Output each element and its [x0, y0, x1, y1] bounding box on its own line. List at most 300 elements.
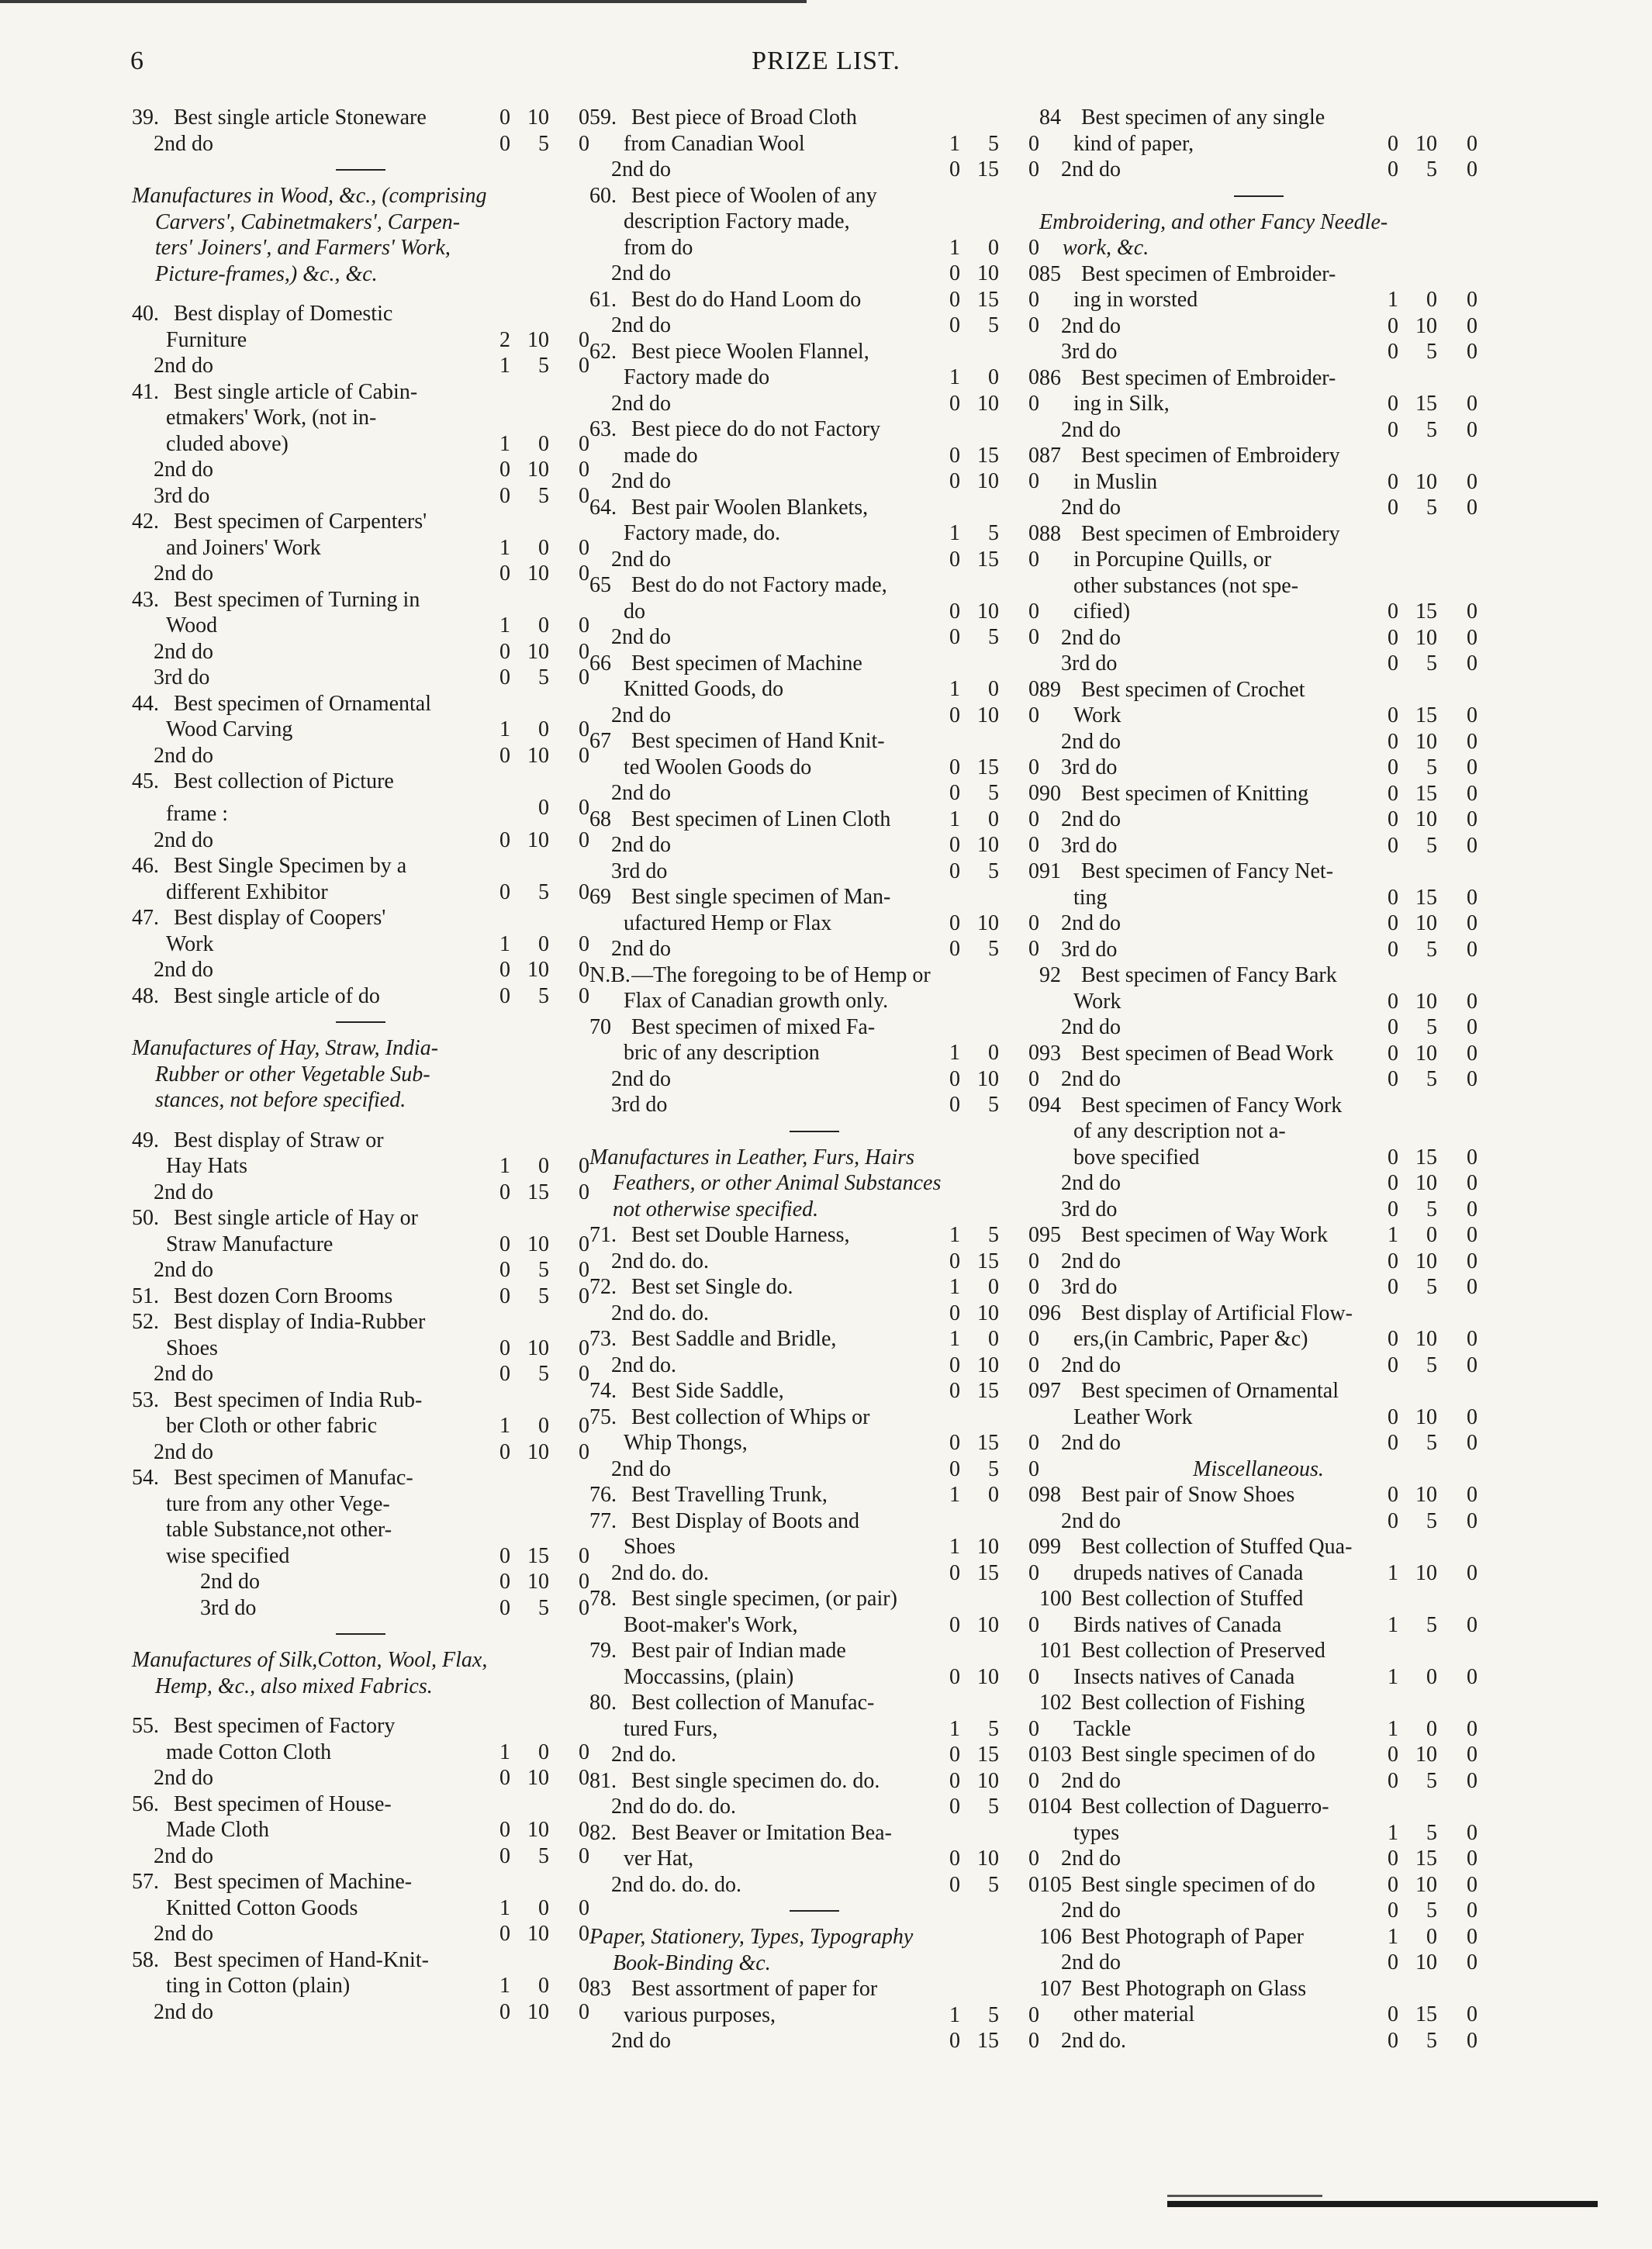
- prize-entry: [589, 1820, 1039, 1847]
- amount-shillings: 5: [1426, 1898, 1437, 1923]
- amount-pence: 0: [1467, 2002, 1477, 2026]
- prize-entry-continued: [1039, 1404, 1477, 1431]
- prize-entry-continued: [132, 1335, 589, 1362]
- entry-number: 58.: [132, 1947, 159, 1972]
- entry-description: 2nd do: [611, 157, 671, 181]
- entry-description: Best specimen of Hand Knit-: [631, 729, 885, 753]
- amount-pounds: 0: [949, 755, 960, 779]
- prize-entry-continued: [589, 1430, 1039, 1456]
- prize-place-entry: [132, 665, 589, 691]
- entry-description: Straw Manufacture: [166, 1232, 334, 1256]
- entry-description: 2nd do: [1061, 1353, 1121, 1377]
- prize-amount: [1375, 1872, 1477, 1898]
- amount-shillings: 5: [1426, 1015, 1437, 1039]
- amount-pounds: 0: [949, 599, 960, 624]
- amount-pounds: 0: [1388, 1768, 1398, 1793]
- entry-description: 2nd do.: [611, 1353, 676, 1377]
- prize-entry-continued: [589, 131, 1039, 157]
- prize-amount: [937, 1092, 1039, 1118]
- prize-entry-continued: [589, 1664, 1039, 1691]
- section-heading: Manufactures of Hay, Straw, India-: [132, 1036, 439, 1060]
- entry-description: Best collection of Preserved: [1081, 1639, 1325, 1663]
- entry-number: 89: [1039, 677, 1061, 702]
- prize-entry: [1039, 1482, 1477, 1508]
- prize-amount: [1375, 1820, 1477, 1847]
- amount-shillings: 10: [527, 1766, 549, 1790]
- entry-description: 2nd do: [1061, 1950, 1121, 1974]
- prize-place-entry: [589, 157, 1039, 183]
- amount-pounds: 1: [499, 717, 510, 741]
- amount-shillings: 0: [538, 1974, 549, 1998]
- prize-entry-continued: [1039, 2002, 1477, 2028]
- entry-description: Best display of Artificial Flow-: [1081, 1301, 1353, 1325]
- amount-shillings: 5: [1426, 496, 1437, 520]
- amount-pence: 0: [1467, 781, 1477, 806]
- entry-description: Boot-maker's Work,: [624, 1612, 798, 1637]
- section-heading-continued: Carvers', Cabinetmakers', Carpen-: [155, 209, 461, 234]
- prize-amount: [487, 1817, 589, 1843]
- amount-pence: 0: [1028, 833, 1039, 857]
- entry-number: 73.: [589, 1327, 617, 1351]
- amount-pence: 0: [1028, 1768, 1039, 1793]
- amount-pence: 0: [1028, 1223, 1039, 1247]
- entry-number: 59.: [589, 105, 617, 130]
- prize-entry: [1039, 443, 1477, 469]
- prize-place-entry: [1039, 1768, 1477, 1795]
- amount-pounds: 0: [949, 1456, 960, 1481]
- entry-description: Wood: [166, 613, 218, 637]
- spacer: [132, 1114, 589, 1128]
- amount-pounds: 0: [949, 1560, 960, 1585]
- amount-shillings: 15: [977, 2029, 999, 2053]
- amount-pounds: 0: [499, 1258, 510, 1282]
- entry-number: 100: [1039, 1587, 1072, 1611]
- prize-place-entry: [589, 468, 1039, 495]
- prize-entry: [589, 1378, 1039, 1404]
- prize-amount: [937, 1301, 1039, 1327]
- entry-description: Knitted Goods, do: [624, 677, 784, 701]
- entry-description: 2nd do: [154, 639, 213, 664]
- amount-pence: 0: [579, 743, 589, 768]
- amount-pounds: 0: [499, 983, 510, 1008]
- amount-pence: 0: [1467, 599, 1477, 624]
- amount-shillings: 10: [977, 1301, 999, 1325]
- prize-amount: [487, 795, 589, 821]
- prize-amount: [937, 1560, 1039, 1587]
- prize-amount: [937, 235, 1039, 261]
- prize-entry: [1039, 1794, 1477, 1820]
- amount-pence: 0: [1028, 1535, 1039, 1559]
- prize-place-entry: [132, 561, 589, 587]
- amount-pence: 0: [579, 1414, 589, 1438]
- prize-entry: [1039, 1586, 1477, 1612]
- prize-amount: [937, 520, 1039, 547]
- prize-entry: [132, 1387, 589, 1414]
- amount-pounds: 1: [949, 235, 960, 260]
- amount-shillings: 0: [538, 717, 549, 741]
- amount-pence: 0: [1467, 1249, 1477, 1273]
- prize-amount: [1375, 1066, 1477, 1093]
- prize-entry-continued: [1039, 1664, 1477, 1691]
- entry-description: Best Photograph on Glass: [1081, 1976, 1307, 2001]
- amount-pence: 0: [1467, 729, 1477, 754]
- amount-pounds: 0: [499, 879, 510, 904]
- prize-amount: [1375, 417, 1477, 444]
- amount-pounds: 0: [949, 703, 960, 727]
- entry-description: other substances (not spe-: [1073, 573, 1299, 598]
- prize-entry-continued: [132, 1413, 589, 1439]
- prize-entry-continued: [589, 1716, 1039, 1743]
- prize-amount: [487, 1283, 589, 1310]
- prize-entry-continued: [589, 599, 1039, 625]
- amount-pence: 0: [1467, 937, 1477, 962]
- entry-description: ted Woolen Goods do: [624, 755, 812, 779]
- prize-amount: [937, 468, 1039, 495]
- amount-shillings: 10: [527, 1570, 549, 1594]
- amount-pounds: 0: [949, 1612, 960, 1637]
- prize-place-entry: [1039, 1353, 1477, 1379]
- prize-entry-continued: [132, 1817, 589, 1843]
- prize-entry: [1039, 1093, 1477, 1119]
- prize-place-entry: [132, 353, 589, 379]
- amount-pence: 0: [1467, 2028, 1477, 2053]
- amount-shillings: 10: [527, 958, 549, 982]
- amount-shillings: 10: [527, 827, 549, 852]
- entry-number: 54.: [132, 1466, 159, 1490]
- amount-pounds: 0: [949, 1847, 960, 1871]
- prize-amount: [1375, 1041, 1477, 1067]
- amount-shillings: 5: [988, 1872, 999, 1897]
- amount-pence: 0: [1467, 1223, 1477, 1247]
- amount-pounds: 0: [1388, 1275, 1398, 1299]
- entry-number: 70: [589, 1014, 611, 1039]
- entry-number: 61.: [589, 287, 617, 312]
- entry-description: bove specified: [1073, 1145, 1200, 1169]
- amount-shillings: 0: [538, 535, 549, 560]
- entry-description: 2nd do: [1061, 1847, 1121, 1871]
- amount-shillings: 10: [527, 458, 549, 482]
- prize-place-entry: [589, 1456, 1039, 1483]
- prize-amount: [937, 443, 1039, 469]
- amount-pence: 0: [1028, 521, 1039, 545]
- prize-amount: [1375, 1768, 1477, 1795]
- entry-number: 86: [1039, 365, 1061, 390]
- prize-place-entry: [1039, 313, 1477, 340]
- entry-number: 91: [1039, 859, 1061, 883]
- entry-description: Best single specimen do. do.: [631, 1768, 880, 1793]
- amount-pounds: 1: [1388, 1223, 1398, 1247]
- entry-number: 94: [1039, 1093, 1061, 1118]
- entry-description: 2nd do: [1061, 1898, 1121, 1923]
- prize-amount: [487, 879, 589, 906]
- prize-place-entry: [589, 1066, 1039, 1093]
- amount-shillings: 5: [538, 1258, 549, 1282]
- entry-number: 51.: [132, 1283, 159, 1308]
- prize-entry: [132, 1791, 589, 1818]
- prize-entry: [132, 769, 589, 795]
- amount-pounds: 0: [949, 858, 960, 883]
- amount-pence: 0: [1467, 1353, 1477, 1377]
- amount-shillings: 5: [988, 858, 999, 883]
- amount-shillings: 10: [977, 261, 999, 285]
- prize-entry-continued: [1039, 131, 1477, 157]
- amount-shillings: 5: [988, 521, 999, 545]
- amount-pounds: 0: [1388, 496, 1398, 520]
- amount-shillings: 5: [988, 2002, 999, 2027]
- amount-pounds: 0: [1388, 1508, 1398, 1533]
- entry-description: 2nd do: [154, 1766, 213, 1790]
- prize-place-entry: [1039, 1197, 1477, 1223]
- amount-pounds: 0: [949, 469, 960, 493]
- entry-description: drupeds natives of Canada: [1073, 1560, 1304, 1585]
- amount-shillings: 5: [988, 1456, 999, 1481]
- amount-shillings: 10: [1415, 469, 1437, 494]
- amount-shillings: 5: [1426, 2028, 1437, 2053]
- prize-amount: [487, 327, 589, 354]
- prize-entry-continued: [132, 879, 589, 906]
- amount-pounds: 0: [949, 1795, 960, 1819]
- prize-entry: [1039, 1534, 1477, 1560]
- amount-pounds: 1: [1388, 1924, 1398, 1949]
- amount-pounds: 0: [1388, 2002, 1398, 2026]
- amount-pounds: 1: [949, 1223, 960, 1247]
- amount-shillings: 10: [527, 1232, 549, 1256]
- amount-pounds: 0: [949, 287, 960, 312]
- amount-pounds: 0: [499, 743, 510, 768]
- entry-description: from do: [624, 235, 693, 260]
- prize-place-entry: [1039, 1014, 1477, 1041]
- prize-amount: [487, 1257, 589, 1283]
- amount-pence: 0: [579, 1739, 589, 1764]
- amount-pence: 0: [579, 717, 589, 741]
- entry-description: Leather Work: [1073, 1404, 1193, 1429]
- amount-shillings: 0: [1426, 1924, 1437, 1949]
- entry-number: 106: [1039, 1924, 1072, 1949]
- amount-pence: 0: [1028, 1431, 1039, 1455]
- amount-pence: 0: [579, 1335, 589, 1360]
- amount-shillings: 5: [988, 781, 999, 805]
- prize-amount: [1375, 599, 1477, 625]
- amount-pounds: [487, 795, 510, 821]
- amount-pence: 0: [1028, 1093, 1039, 1117]
- entry-description: 2nd do: [1061, 1015, 1121, 1039]
- amount-pounds: 0: [499, 1570, 510, 1594]
- prize-entry-continued: [1039, 547, 1477, 573]
- prize-place-entry: [589, 1301, 1039, 1327]
- prize-place-entry: [132, 1361, 589, 1387]
- prize-amount: [937, 703, 1039, 729]
- section-heading-continued: Feathers, or other Animal Substances: [613, 1171, 942, 1195]
- amount-shillings: 10: [1415, 729, 1437, 754]
- entry-description: in Porcupine Quills, or: [1073, 548, 1272, 572]
- amount-pence: 0: [1028, 313, 1039, 337]
- entry-number: 68: [589, 807, 611, 831]
- amount-pence: 0: [1467, 885, 1477, 910]
- prize-entry: [589, 1404, 1039, 1431]
- entry-number: 50.: [132, 1206, 159, 1230]
- amount-pence: 0: [1467, 392, 1477, 416]
- entry-number: 64.: [589, 495, 617, 520]
- prize-place-entry: [1039, 937, 1477, 963]
- amount-shillings: 10: [1415, 625, 1437, 650]
- amount-pence: 0: [579, 958, 589, 982]
- amount-shillings: 5: [988, 313, 999, 337]
- amount-shillings: 15: [1415, 392, 1437, 416]
- amount-pence: 0: [1028, 858, 1039, 883]
- prize-entry: [589, 105, 1039, 131]
- amount-pounds: 0: [1388, 781, 1398, 806]
- prize-entry-continued: [1039, 1118, 1477, 1145]
- page-title: PRIZE LIST.: [752, 47, 900, 75]
- prize-amount: [487, 983, 589, 1010]
- amount-pence: 0: [579, 1543, 589, 1568]
- amount-shillings: 10: [1415, 989, 1437, 1014]
- prize-amount: [937, 1872, 1039, 1898]
- amount-shillings: 10: [527, 1922, 549, 1946]
- amount-pounds: 0: [949, 1379, 960, 1403]
- entry-number: 87: [1039, 444, 1061, 468]
- prize-entry: [132, 1128, 589, 1154]
- amount-shillings: 0: [988, 235, 999, 260]
- entry-description: 3rd do: [611, 858, 668, 883]
- amount-shillings: 10: [977, 1353, 999, 1377]
- page-number: 6: [130, 47, 143, 75]
- prize-amount: [1375, 1612, 1477, 1639]
- amount-pounds: 0: [949, 1768, 960, 1793]
- entry-description: Best Saddle and Bridle,: [631, 1327, 837, 1351]
- amount-pounds: 0: [1388, 340, 1398, 364]
- prize-amount: [487, 1921, 589, 1947]
- prize-amount: [937, 547, 1039, 573]
- amount-pounds: 1: [499, 1414, 510, 1438]
- amount-pounds: 0: [1388, 1249, 1398, 1273]
- amount-shillings: 5: [1426, 417, 1437, 442]
- amount-shillings: 10: [1415, 1872, 1437, 1897]
- prize-entry-continued: [1039, 1716, 1477, 1743]
- entry-description: Best piece Woolen Flannel,: [631, 339, 869, 364]
- entry-description: 3rd do: [154, 665, 210, 689]
- prize-amount: [1375, 1664, 1477, 1691]
- prize-entry-continued: [132, 795, 589, 827]
- amount-shillings: 15: [977, 1249, 999, 1273]
- prize-place-entry: [589, 1560, 1039, 1587]
- prize-entry-continued: [1039, 1612, 1477, 1639]
- entry-description: Best specimen of any single: [1081, 105, 1325, 130]
- amount-pounds: 0: [1388, 1404, 1398, 1429]
- amount-pounds: 0: [1388, 131, 1398, 156]
- entry-description: Made Cloth: [166, 1818, 269, 1842]
- prize-place-entry: [589, 391, 1039, 417]
- prize-entry-continued: [1039, 1145, 1477, 1171]
- prize-amount: [937, 1222, 1039, 1249]
- entry-description: 3rd do: [1061, 1197, 1118, 1221]
- section-heading: Miscellaneous.: [1193, 1456, 1324, 1481]
- entry-description: Work: [1073, 703, 1121, 727]
- amount-pence: 0: [1467, 313, 1477, 338]
- amount-pounds: 0: [1388, 417, 1398, 442]
- prize-entry-continued: [1039, 885, 1477, 911]
- prize-amount: [487, 743, 589, 769]
- prize-place-entry: [589, 547, 1039, 573]
- prize-entry-continued: [589, 1612, 1039, 1639]
- entry-number: 82.: [589, 1820, 617, 1845]
- section-divider: [132, 157, 589, 183]
- entry-description: 2nd do. do.: [611, 1249, 709, 1273]
- prize-amount: [1375, 781, 1477, 807]
- entry-description: 2nd do: [154, 1439, 213, 1464]
- amount-pounds: 0: [1388, 1950, 1398, 1974]
- prize-amount: [937, 1742, 1039, 1768]
- prize-amount: [487, 1843, 589, 1870]
- entry-description: ture from any other Vege-: [166, 1491, 390, 1516]
- amount-shillings: 0: [988, 1483, 999, 1507]
- entry-description: Best specimen of Knitting: [1081, 781, 1309, 806]
- amount-pence: 0: [1467, 989, 1477, 1014]
- entry-description: 2nd do. do. do.: [611, 1872, 741, 1897]
- entry-description: Best set Single do.: [631, 1275, 793, 1299]
- amount-shillings: 5: [538, 1283, 549, 1308]
- entry-description: Knitted Cotton Goods: [166, 1895, 358, 1920]
- amount-shillings: 15: [1415, 703, 1437, 727]
- prize-amount: [937, 910, 1039, 937]
- amount-shillings: 5: [1426, 340, 1437, 364]
- amount-shillings: 10: [527, 105, 549, 130]
- prize-entry: [132, 301, 589, 327]
- amount-shillings: 10: [1415, 1743, 1437, 1767]
- section-divider: [132, 1009, 589, 1035]
- amount-pounds: 1: [949, 807, 960, 831]
- prize-amount: [1375, 131, 1477, 157]
- entry-number: 90: [1039, 781, 1061, 806]
- entry-description: 2nd do: [1061, 496, 1121, 520]
- prize-amount: [937, 2002, 1039, 2029]
- amount-shillings: 10: [977, 469, 999, 493]
- amount-pounds: 0: [499, 1999, 510, 2024]
- section-heading-continued: ters' Joiners', and Farmers' Work,: [155, 236, 451, 260]
- amount-shillings: 5: [988, 1093, 999, 1117]
- amount-pounds: 0: [499, 1439, 510, 1464]
- amount-shillings: 5: [538, 483, 549, 508]
- amount-shillings: 0: [1426, 1716, 1437, 1741]
- entry-description: Best display of India-Rubber: [174, 1310, 426, 1334]
- entry-number: 76.: [589, 1483, 617, 1507]
- amount-shillings: 0: [988, 365, 999, 389]
- amount-shillings: 15: [1415, 885, 1437, 910]
- prize-amount: [937, 1716, 1039, 1743]
- amount-pounds: 0: [1388, 833, 1398, 858]
- entry-number: 83: [589, 1977, 611, 2001]
- prize-entry: [132, 1869, 589, 1895]
- entry-number: 53.: [132, 1387, 159, 1412]
- prize-amount: [937, 1249, 1039, 1275]
- entry-description: Best single article of do: [174, 983, 380, 1008]
- entry-description: 2nd do: [611, 1066, 671, 1091]
- amount-pounds: 1: [949, 2002, 960, 2027]
- prize-entry-continued: [589, 443, 1039, 469]
- amount-pounds: 0: [949, 833, 960, 857]
- entry-description: ver Hat,: [624, 1847, 694, 1871]
- amount-pence: 0: [1028, 2029, 1039, 2053]
- amount-pounds: 0: [499, 1922, 510, 1946]
- amount-shillings: 5: [988, 1223, 999, 1247]
- entry-description: Best specimen of Hand-Knit-: [174, 1947, 429, 1972]
- prize-entry: [1039, 1222, 1477, 1249]
- amount-pounds: 0: [1388, 1483, 1398, 1507]
- amount-pence: 0: [1028, 599, 1039, 624]
- prize-entry: [589, 1768, 1039, 1795]
- amount-pounds: 0: [1388, 157, 1398, 181]
- entry-number: 55.: [132, 1714, 159, 1738]
